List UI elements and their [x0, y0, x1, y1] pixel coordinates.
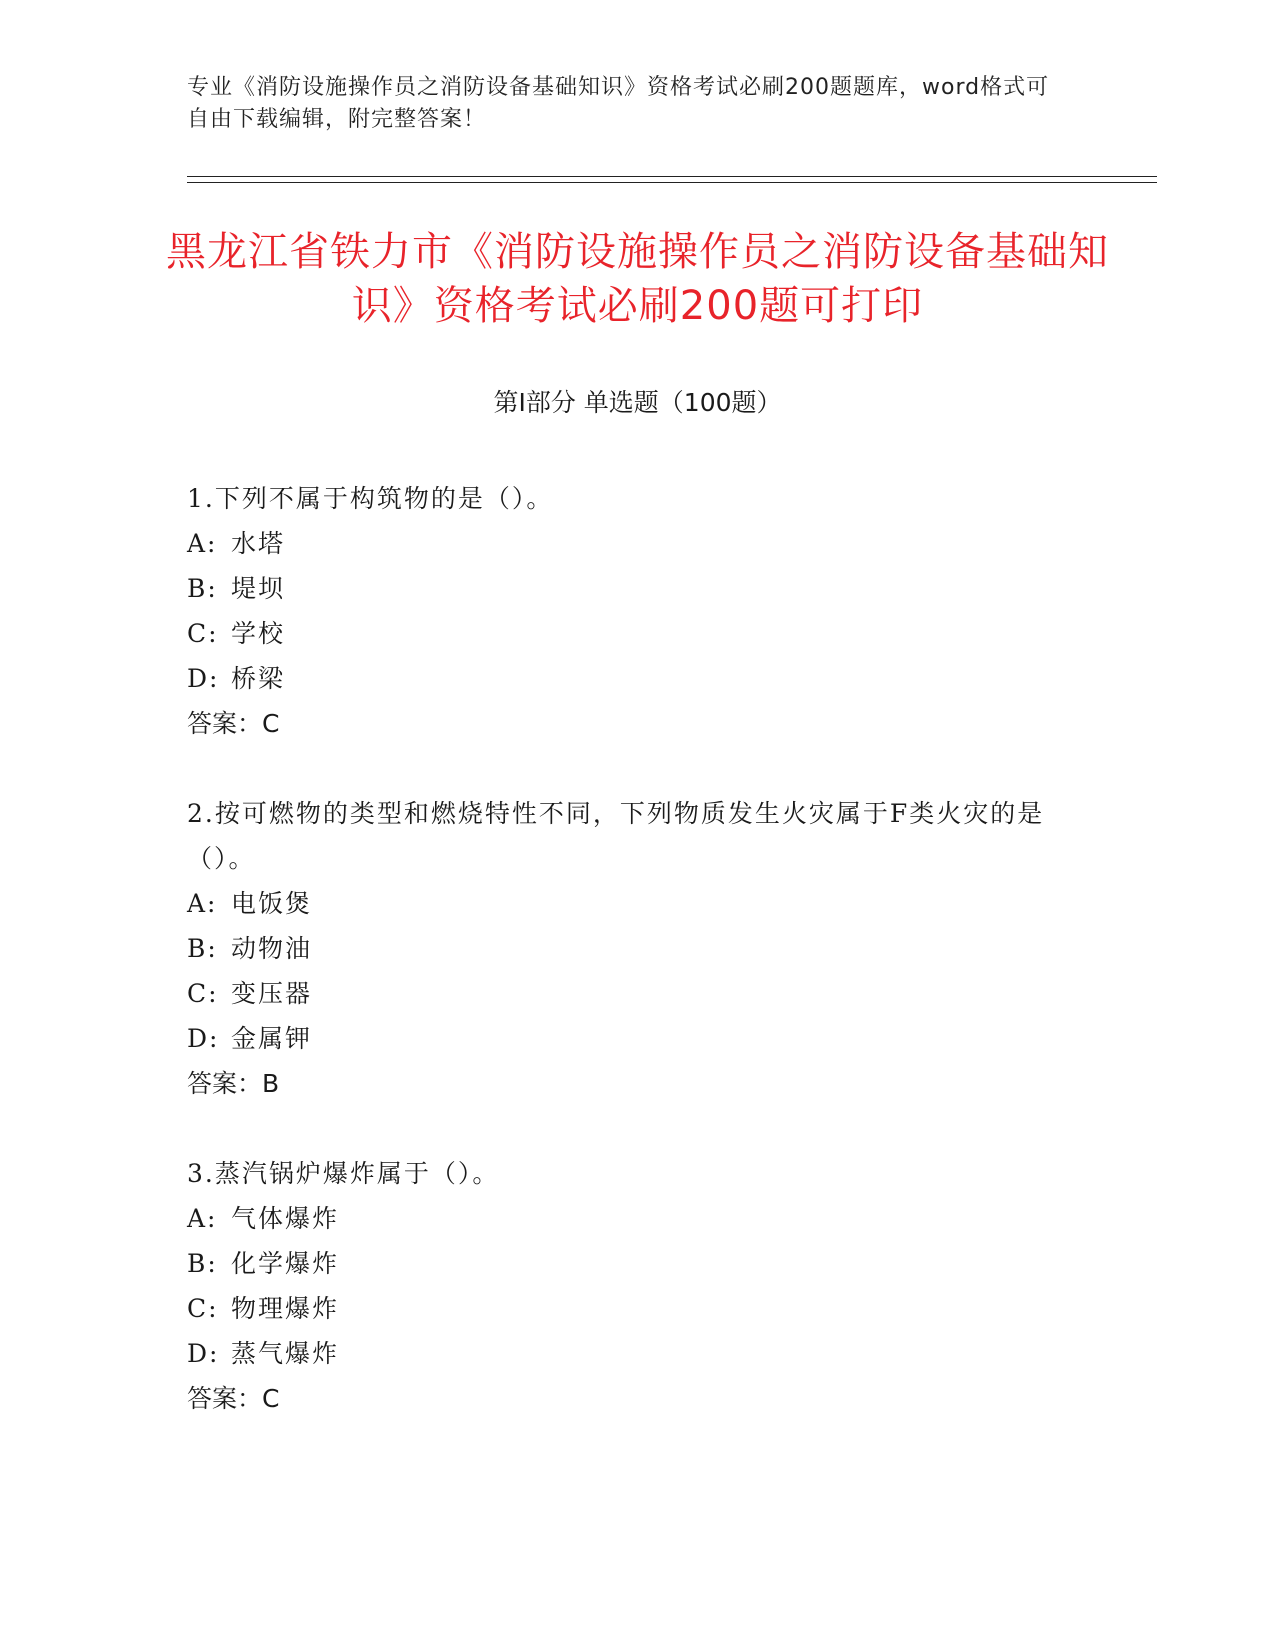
answer-line: 答案：C: [187, 709, 280, 738]
header-divider-bottom: [187, 182, 1157, 183]
option-d: [187, 1016, 1067, 1061]
question-list: [187, 476, 1067, 1421]
section-title: 第Ⅰ部分 单选题（100题）: [493, 388, 782, 417]
option-text: 电饭煲: [231, 889, 313, 918]
option-key: D:: [187, 1024, 220, 1053]
option-key: A:: [187, 529, 218, 558]
option-key: C:: [187, 619, 219, 648]
option-text: 物理爆炸: [231, 1294, 340, 1323]
question-2: [187, 791, 1067, 1106]
answer-line: 答案：C: [187, 1384, 280, 1413]
option-c: [187, 971, 1067, 1016]
question-stem: 2.按可燃物的类型和燃烧特性不同，下列物质发生火灾属于F类火灾的是（）。: [187, 799, 1045, 873]
option-text: 蒸气爆炸: [231, 1339, 340, 1368]
option-text: 学校: [231, 619, 286, 648]
question-1: [187, 476, 1067, 746]
option-key: D:: [187, 664, 220, 693]
question-3: [187, 1151, 1067, 1421]
option-text: 堤坝: [231, 574, 286, 603]
question-stem: 3.蒸汽锅炉爆炸属于（）。: [187, 1159, 500, 1188]
option-d: [187, 656, 1067, 701]
question-stem: 1.下列不属于构筑物的是（）。: [187, 484, 554, 513]
option-text: 水塔: [231, 529, 286, 558]
header-divider-top: [187, 176, 1157, 177]
header-note: 专业《消防设施操作员之消防设备基础知识》资格考试必刷200题题库，word格式可自由下载编辑，附完整答案！: [187, 75, 1050, 132]
option-a: [187, 881, 1067, 926]
option-key: C:: [187, 979, 219, 1008]
option-key: B:: [187, 934, 218, 963]
option-text: 化学爆炸: [231, 1249, 340, 1278]
option-key: D:: [187, 1339, 220, 1368]
option-b: [187, 926, 1067, 971]
option-key: B:: [187, 574, 218, 603]
option-c: [187, 1286, 1067, 1331]
option-c: [187, 611, 1067, 656]
option-b: [187, 566, 1067, 611]
option-b: [187, 1241, 1067, 1286]
option-key: B:: [187, 1249, 218, 1278]
option-key: A:: [187, 889, 218, 918]
option-text: 桥梁: [231, 664, 286, 693]
answer-line: 答案：B: [187, 1069, 280, 1098]
option-key: A:: [187, 1204, 218, 1233]
option-text: 动物油: [231, 934, 313, 963]
option-d: [187, 1331, 1067, 1376]
option-key: C:: [187, 1294, 219, 1323]
document-title: 黑龙江省铁力市《消防设施操作员之消防设备基础知识》资格考试必刷200题可打印: [166, 229, 1109, 329]
option-a: [187, 1196, 1067, 1241]
option-text: 金属钾: [231, 1024, 313, 1053]
option-text: 气体爆炸: [231, 1204, 340, 1233]
option-text: 变压器: [231, 979, 313, 1008]
option-a: [187, 521, 1067, 566]
